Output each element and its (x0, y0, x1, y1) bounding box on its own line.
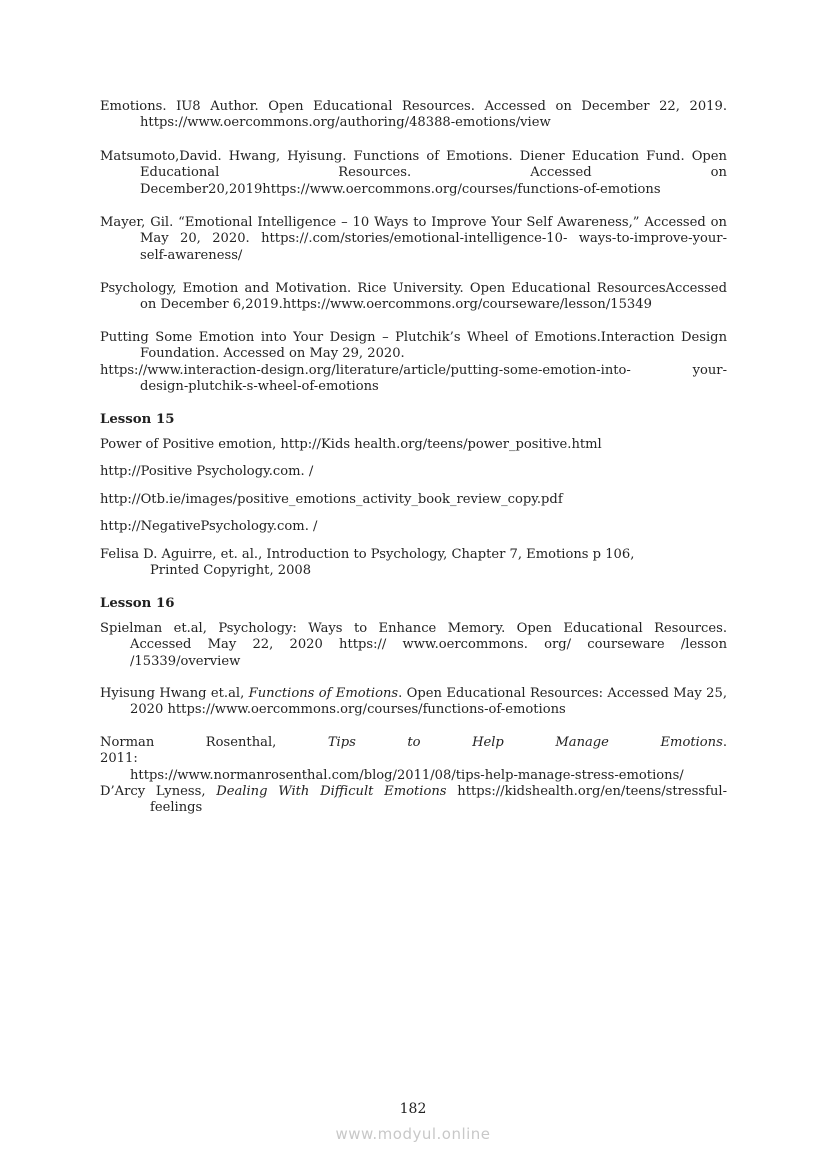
source-text: https://kidshealth.org/en/teens/stressful- (446, 784, 727, 799)
reference-line: Putting Some Emotion into Your Design – Plutchik’s Wheel of Emotions.Interaction Design (100, 330, 727, 345)
reference-line: design-plutchik-s-wheel-of-emotions (140, 379, 379, 395)
reference-plutchik (100, 330, 727, 396)
reference-line: Foundation. Accessed on May 29, 2020. (140, 346, 405, 362)
reference-line: Matsumoto,David. Hwang, Hyisung. Functions of Emotions. Diener Education Fund. Open (100, 149, 727, 164)
watermark: www.modyul.online (335, 1125, 491, 1143)
reference-line: Spielman et.al, Psychology: Ways to Enhance Memory. Open Educational Resources. (100, 621, 727, 636)
lesson-16-heading: Lesson 16 (100, 596, 175, 611)
reference-psychology-rice (100, 281, 727, 314)
work-title: Tips to Help Manage Emotions (327, 735, 723, 750)
lesson-15-ref-otb: http://Otb.ie/images/positive_emotions_activity_book_review_copy.pdf (100, 492, 563, 507)
lesson-16-ref-spielman (100, 621, 727, 670)
reference-line: Mayer, Gil. “Emotional Intelligence – 10 Ways to Improve Your Self Awareness,” Accessed on (100, 215, 727, 230)
source-text: . Open Educational Resources: Accessed May 25, (398, 686, 727, 701)
lesson-15-heading: Lesson 15 (100, 412, 175, 427)
reference-line: feelings (150, 800, 203, 816)
reference-mayer (100, 215, 727, 264)
reference-line: https://www.interaction-design.org/literature/article/putting-some-emotion-into- your- (100, 362, 727, 378)
work-title: Functions of Emotions (248, 686, 399, 701)
reference-line (100, 686, 727, 702)
reference-line: Educational Resources. Accessed on (140, 165, 727, 181)
reference-line: 2020 https://www.oercommons.org/courses/functions-of-emotions (130, 702, 566, 718)
lesson-16-ref-hwang (100, 686, 727, 719)
reference-line: Printed Copyright, 2008 (150, 563, 312, 579)
reference-line: https://www.oercommons.org/authoring/48388-emotions/view (140, 115, 551, 131)
lesson-15-ref-felisa (100, 547, 727, 580)
lesson-15-ref-negative-psychology: http://NegativePsychology.com. / (100, 519, 318, 534)
lesson-15-ref-power-positive: Power of Positive emotion, http://Kids health.org/teens/power_positive.html (100, 437, 602, 452)
reference-line: May 20, 2020. https://.com/stories/emotional-intelligence-10- ways-to-improve-your- (140, 231, 727, 247)
reference-line: December20,2019https://www.oercommons.org/courses/functions-of-emotions (140, 181, 661, 197)
reference-line (100, 735, 727, 768)
reference-emotions-iu8 (100, 99, 727, 132)
reference-matsumoto (100, 149, 727, 198)
source-text: . 2011: (100, 735, 727, 767)
author-text: Norman Rosenthal, (100, 735, 328, 750)
reference-line: Psychology, Emotion and Motivation. Rice University. Open Educational ResourcesAccessed (100, 281, 727, 296)
reference-line: https://www.normanrosenthal.com/blog/2011/08/tips-help-manage-stress-emotions/ (130, 767, 684, 783)
reference-line: Felisa D. Aguirre, et. al., Introduction to Psychology, Chapter 7, Emotions p 106, (100, 547, 635, 562)
lesson-15-ref-positive-psychology: http://Positive Psychology.com. / (100, 464, 314, 479)
work-title: Dealing With Difficult Emotions (216, 784, 447, 799)
reference-line: /15339/overview (130, 653, 241, 669)
lesson-16-ref-rosenthal (100, 735, 727, 784)
reference-line: on December 6,2019.https://www.oercommons.org/courseware/lesson/15349 (140, 297, 652, 313)
page-number: 182 (399, 1101, 427, 1117)
lesson-16-ref-lyness (100, 784, 727, 817)
reference-line: Accessed May 22, 2020 https:// www.oercommons. org/ courseware /lesson (130, 637, 727, 653)
reference-line: self-awareness/ (140, 247, 243, 263)
reference-line: Emotions. IU8 Author. Open Educational Resources. Accessed on December 22, 2019. (100, 99, 727, 114)
author-text: D’Arcy Lyness, (100, 784, 217, 799)
reference-line (100, 784, 727, 800)
author-text: Hyisung Hwang et.al, (100, 686, 249, 701)
